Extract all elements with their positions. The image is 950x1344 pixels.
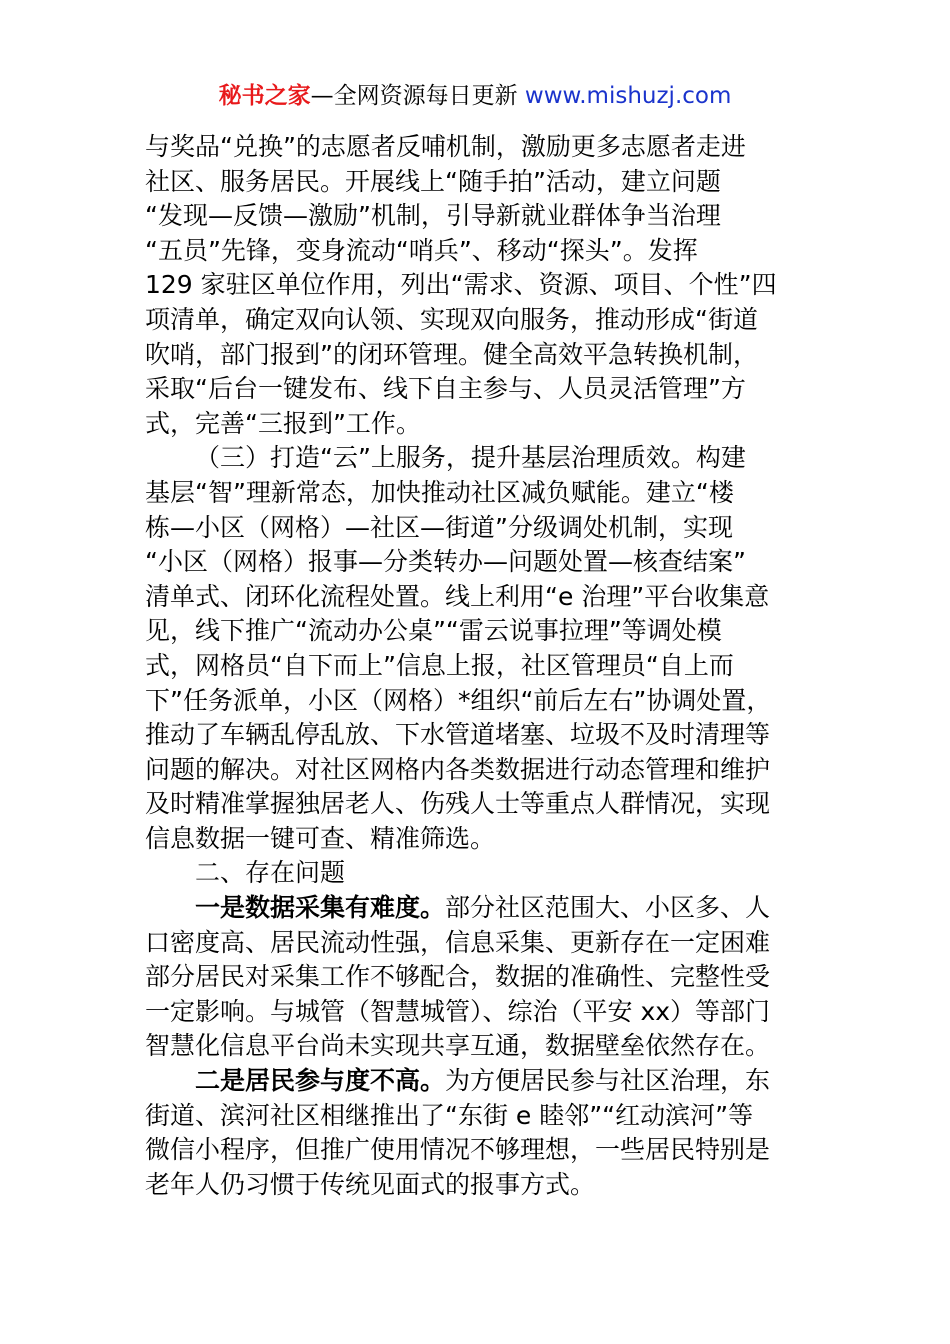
line-text: 清单式、闭环化流程处置。线上利用“e 治理”平台收集意 [145, 581, 770, 611]
text-line [145, 684, 825, 719]
text-line [145, 649, 825, 684]
line-text: 社区、服务居民。开展线上“随手拍”活动，建立问题 [145, 166, 721, 196]
text-line [145, 1029, 825, 1064]
line-text: 老年人仍习惯于传统见面式的报事方式。 [145, 1169, 596, 1199]
line-text: 采取“后台一键发布、线下自主参与、人员灵活管理”方 [145, 374, 746, 404]
line-text: “发现—反馈—激励”机制，引导新就业群体争当治理 [145, 201, 721, 231]
line-text: 栋—小区（网格）—社区—街道”分级调处机制，实现 [145, 512, 733, 542]
text-line [145, 165, 825, 200]
line-text: 项清单，确定双向认领、实现双向服务，推动形成“街道 [145, 304, 758, 334]
line-text: 吹哨，部门报到”的闭环管理。健全高效平急转换机制， [145, 339, 758, 369]
text-line [145, 511, 825, 546]
text-line [145, 303, 825, 338]
text-line [145, 407, 825, 442]
text-line [145, 372, 825, 407]
line-text: 部分社区范围大、小区多、人 [445, 893, 771, 923]
text-line [145, 995, 825, 1030]
line-text: 基层“智”理新常态，加快推动社区减负赋能。建立“楼 [145, 477, 734, 507]
header-tagline: —全网资源每日更新 [310, 83, 525, 109]
text-line [145, 441, 825, 476]
line-text: 见，线下推广“流动办公桌”“雷云说事拉理”等调处模 [145, 616, 722, 646]
text-line [145, 1099, 825, 1134]
text-line [145, 960, 825, 995]
line-text: 微信小程序，但推广使用情况不够理想，一些居民特别是 [145, 1135, 771, 1165]
line-text: 一定影响。与城管（智慧城管）、综治（平安 xx）等部门 [145, 996, 771, 1026]
text-line [145, 1133, 825, 1168]
line-text: 口密度高、居民流动性强，信息采集、更新存在一定困难 [145, 927, 771, 957]
text-line [145, 1064, 825, 1099]
text-line [145, 856, 825, 891]
line-text: 与奖品“兑换”的志愿者反哺机制，激励更多志愿者走进 [145, 132, 746, 161]
text-line [145, 822, 825, 857]
text-line [145, 130, 825, 165]
line-text: “小区（网格）报事—分类转办—问题处置—核查结案” [145, 547, 746, 577]
text-line [145, 753, 825, 788]
text-line [145, 199, 825, 234]
site-url[interactable]: www.mishuzj.com [524, 83, 732, 109]
line-text: （三）打造“云”上服务，提升基层治理质效。构建 [195, 443, 746, 473]
text-line [145, 614, 825, 649]
text-line [145, 338, 825, 373]
brand-name: 秘书之家 [218, 83, 311, 109]
line-text: 式，完善“三报到”工作。 [145, 408, 421, 438]
line-text: 及时精准掌握独居老人、伤残人士等重点人群情况，实现 [145, 789, 771, 819]
line-text: 129 家驻区单位作用，列出“需求、资源、项目、个性”四 [145, 270, 777, 300]
line-text: “五员”先锋，变身流动“哨兵”、移动“探头”。发挥 [145, 235, 698, 265]
line-text: 推动了车辆乱停乱放、下水管道堵塞、垃圾不及时清理等 [145, 720, 771, 750]
site-header [0, 80, 950, 112]
bold-lead-phrase: 二是居民参与度不高。 [195, 1066, 446, 1096]
text-line [145, 926, 825, 961]
document-body [145, 130, 825, 1202]
line-text: 下”任务派单，小区（网格）*组织“前后左右”协调处置， [145, 685, 772, 715]
line-text: 式，网格员“自下而上”信息上报，社区管理员“自上而 [145, 650, 734, 680]
line-text: 二、存在问题 [195, 858, 346, 888]
text-line [145, 1168, 825, 1203]
line-text: 信息数据一键可查、精准筛选。 [145, 823, 496, 853]
text-line [145, 718, 825, 753]
line-text: 智慧化信息平台尚未实现共享互通，数据壁垒依然存在。 [145, 1031, 771, 1061]
text-line [145, 234, 825, 269]
line-text: 部分居民对采集工作不够配合，数据的准确性、完整性受 [145, 962, 771, 992]
text-line [145, 580, 825, 615]
text-line [145, 787, 825, 822]
text-line [145, 268, 825, 303]
text-line [145, 545, 825, 580]
text-line [145, 891, 825, 926]
line-text: 为方便居民参与社区治理，东 [445, 1066, 771, 1096]
line-text: 街道、滨河社区相继推出了“东街 e 睦邻”“红动滨河”等 [145, 1100, 754, 1130]
bold-lead-phrase: 一是数据采集有难度。 [195, 893, 446, 923]
line-text: 问题的解决。对社区网格内各类数据进行动态管理和维护 [145, 754, 771, 784]
text-line [145, 476, 825, 511]
